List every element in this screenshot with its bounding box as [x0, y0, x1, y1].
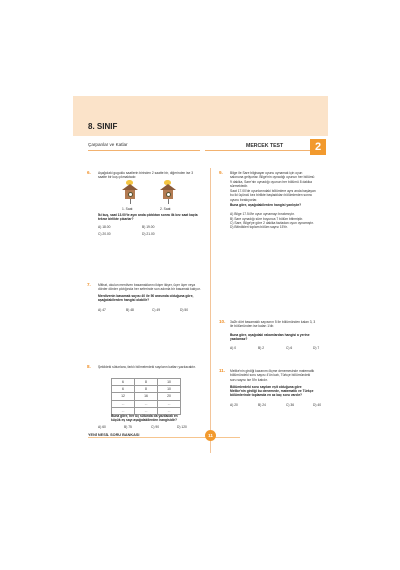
question-number: 7.: [87, 282, 91, 287]
option-d[interactable]: D) 7: [313, 346, 320, 351]
table-cell: ...: [112, 400, 135, 407]
test-title: MERCEK TEST: [246, 143, 284, 149]
question-10: [219, 319, 320, 351]
clock-1-label: 1. Saat: [122, 207, 133, 211]
options-row-1: [98, 225, 201, 230]
question-number: 9.: [219, 170, 223, 175]
options-row-2: [98, 232, 201, 237]
question-text: Şekildeki sütunlara, farklı bölmelerdeki sayıların katları yazılacaktır.: [98, 365, 196, 369]
footer-series-title: YENİ NESİL SORU BANKASI: [88, 433, 140, 437]
table-row: [112, 400, 181, 407]
cuckoo-clock-2: [160, 184, 176, 204]
question-7: [87, 282, 204, 312]
table-cell: 16: [135, 393, 158, 400]
options-row: [230, 346, 320, 351]
option-b[interactable]: B) 2: [258, 346, 265, 351]
question-prompt: Buna göre, aşağıdakilerden hangisi yanlıştır?: [230, 203, 302, 208]
option-b[interactable]: B) Sare oynadığı süre boyunca 7 bölüm bitirmiştir.: [230, 216, 303, 221]
option-b[interactable]: B) 75: [124, 425, 132, 429]
table-cell: 8: [135, 379, 158, 386]
table-cell: 6: [112, 386, 135, 393]
table-cell: 20: [158, 393, 181, 400]
cuckoo-clock-1: [122, 184, 138, 204]
options-row: [98, 308, 204, 313]
question-prompt: Buna göre, her üç sütunda da yazılacak en küçük eş sayı aşağıdakilerden hangisidir?: [111, 414, 178, 423]
question-prompt: Bölümlerdeki soru sayıları eşit olduğuna göre Melike'nin girdiği bu denemede, matematik ve Türkçe bölümlerinde toplamda en az kaç soru vardır?: [230, 384, 314, 398]
option-d[interactable]: D) 40: [313, 402, 322, 407]
options-row: [230, 402, 322, 408]
table-cell: 12: [112, 393, 135, 400]
table-cell: 10: [158, 379, 181, 386]
question-text: Melike'nin girdiği kazanım ölçme denemesinde matematik bölümündeki soru sayısı 4'ün katı, Türkçe bölümündeki soru sayısı ise 5'in katıdır.: [230, 369, 315, 382]
option-a[interactable]: A) Bilge 17.54'te oyun oynamayı bırakmıştır.: [230, 212, 295, 217]
table-cell: 8: [135, 386, 158, 393]
clock-face-icon: [128, 192, 133, 197]
topic-title: Çarpanlar ve Katlar: [88, 142, 128, 147]
question-8-options: [98, 425, 204, 430]
table-cell: ...: [158, 400, 181, 407]
option-a[interactable]: A) 20: [230, 402, 238, 407]
question-text: Mithat, okulun merdiven basamaklarını ikişer ikişer, üçer üçer veya dörder dörder çıktığında her seferinde son adımla bir basamak kalıyor.: [98, 283, 201, 292]
question-8-prompt-block: [111, 414, 183, 423]
options-row: [98, 425, 204, 430]
question-8: [87, 364, 204, 369]
option-a[interactable]: A) 47: [98, 307, 106, 312]
question-text: Bilge ile Sare bilgisayar oyunu oynamak için oyun salonuna geliyorlar. Bilge'nin oynadığı oyunun her bölümü 9 dakika, Sare'nin oynadığı oyunun her bölümü 8 dakika sürmektedir.: [230, 171, 315, 188]
footer-rule: [88, 437, 240, 438]
table-row: [112, 379, 181, 386]
option-b[interactable]: B) 48: [126, 307, 134, 312]
option-c[interactable]: C) 36: [286, 402, 295, 407]
table-cell: ...: [135, 400, 158, 407]
topic-underline: [88, 150, 200, 151]
question-number: 6.: [87, 170, 91, 175]
option-a[interactable]: A) 18.00: [98, 225, 111, 230]
test-underline: [205, 150, 310, 151]
question-11: [219, 368, 322, 407]
clock-body: [163, 190, 173, 199]
table-cell: 6: [112, 379, 135, 386]
option-d[interactable]: D) 50: [180, 307, 189, 312]
option-b[interactable]: B) 19.00: [142, 225, 155, 230]
option-d[interactable]: D) Bitirdikleri toplam bölüm sayısı 15'tir.: [230, 225, 288, 230]
column-divider: [210, 168, 211, 453]
grade-title: 8. SINIF: [88, 122, 118, 131]
question-6: [87, 170, 201, 236]
question-number: 8.: [87, 364, 91, 369]
question-number: 11.: [219, 368, 226, 373]
question-9: [219, 170, 316, 230]
clock-face-icon: [166, 192, 171, 197]
option-a[interactable]: A) 60: [98, 425, 106, 429]
table-cell: ...: [158, 407, 181, 414]
option-c[interactable]: C) 6: [286, 346, 293, 351]
test-number-badge: 2: [310, 139, 326, 155]
question-prompt: İki kuş, saat 13.00'te aynı anda çıktıktan sonra ilk kez saat kaçta tekrar birlikte çıkarlar?: [98, 212, 198, 221]
table-row: [112, 386, 181, 393]
clock-body: [125, 190, 135, 199]
table-cell: 10: [158, 386, 181, 393]
option-b[interactable]: B) 24: [258, 402, 266, 407]
table-cell: ...: [112, 407, 135, 414]
table-cell: ...: [135, 407, 158, 414]
question-number: 10.: [219, 319, 226, 324]
pendulum-icon: [130, 199, 131, 204]
question-text-2: Saat 17.00'de oyunlarındaki bölümlere aynı anda başlayan bu iki üçüncü kez birlikte başladıkları bölümlerden sonra oyunu bırakıyorlar.: [230, 189, 316, 202]
question-text: 3a2b dört basamaklı sayısının 5 ile bölümünden kalan 3, 3 ile bölümünden ise kalan 1'dir.: [230, 320, 316, 329]
question-text: Aşağıdaki guguklu saatlerin birinden 2 saatte bir, diğerinden ise 3 saatte bir kuş çıkmaktadır.: [98, 171, 194, 180]
question-prompt: Buna göre, aşağıdaki rakamlardan hangisi a yerine yazılamaz?: [230, 332, 310, 341]
table-row: [112, 393, 181, 400]
page-number-badge: 11: [205, 430, 216, 441]
option-c[interactable]: C) 49: [152, 307, 161, 312]
option-c[interactable]: C) Sare, Bilge'ye göre 2 dakika fazladan oyun oynamıştır.: [230, 220, 314, 225]
question-prompt: Merdivenin basamak sayısı 40 ile 50 arasında olduğuna göre, aşağıdakilerden hangisi olabilir?: [98, 294, 194, 303]
option-c[interactable]: C) 90: [151, 425, 160, 429]
multiples-table: [111, 378, 181, 415]
pendulum-icon: [168, 199, 169, 204]
option-d[interactable]: D) 120: [177, 425, 187, 429]
option-a[interactable]: A) 0: [230, 346, 237, 351]
option-c[interactable]: C) 20.00: [98, 231, 111, 236]
clock-2-label: 2. Saat: [160, 207, 171, 211]
option-d[interactable]: D) 21.00: [142, 231, 155, 236]
